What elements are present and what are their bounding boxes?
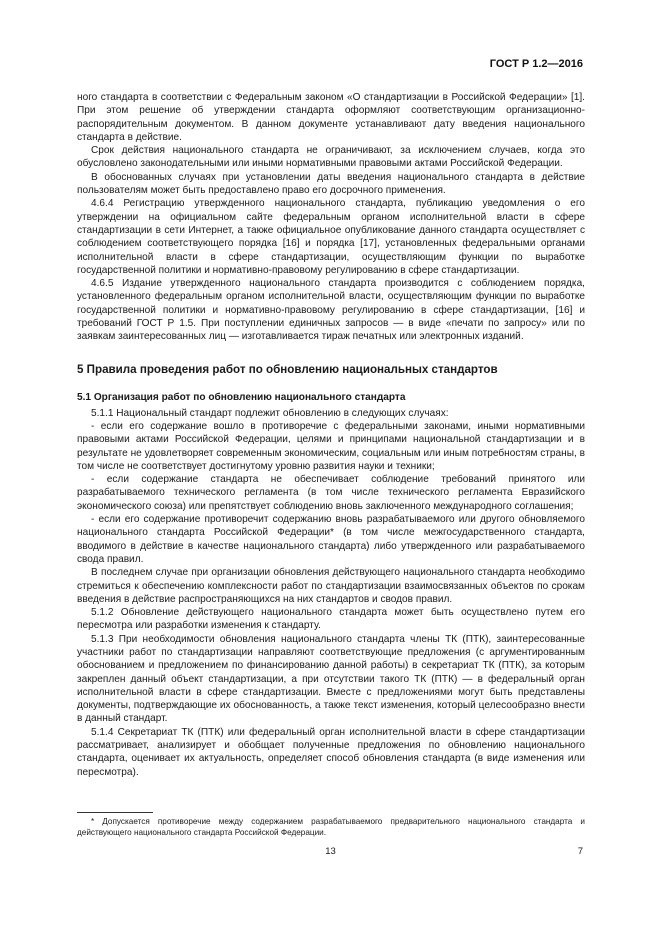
paragraph: В последнем случае при организации обновления действующего национального стандарта необходимо стремиться к обеспечению комплексности работ по стандартизации взаимосвязанных объектов по срокам введения в действие распространяющихся на них стандартов и сводов правил.: [77, 567, 585, 605]
paragraph: В обоснованных случаях при установлении даты введения национального стандарта в действие пользователям может быть предоставлено право его досрочного применения.: [77, 171, 585, 197]
paragraph: 4.6.5 Издание утвержденного национального стандарта производится с соблюдением порядка, установленного федеральным органом исполнительной власти, осуществляющим функции по выработке государственной политики и нормативно-правовому регулированию в сфере стандартизации, [16] и требований ГОСТ Р 1.5. При поступлении единичных запросов — в виде «печати по запросу» или по заявкам заинтересованных лиц — изготавливается тираж печатных или электронных изданий.: [77, 278, 585, 343]
list-item: - если содержание стандарта не обеспечивает соблюдение требований принятого или разрабатываемого технического регламента (в том числе технического регламента Евразийского экономического союза) или препятствует соблюдению вновь заключенного международного соглашения;: [77, 474, 585, 512]
document-code-header: ГОСТ Р 1.2—2016: [489, 58, 583, 70]
footnote: * Допускается противоречие между содержанием разрабатываемого предварительного национального стандарта и действующего национального стандарта Российской Федерации.: [77, 817, 585, 837]
list-item: - если его содержание противоречит содержанию вновь разрабатываемого или другого обновляемого национального стандарта Российской Федерации* (в том числе межгосударственного стандарта, вводимого в действие в качестве национального стандарта) либо утвержденного или разрабатываемого свода правил.: [77, 514, 585, 565]
paragraph: 4.6.4 Регистрацию утвержденного национального стандарта, публикацию уведомления о его утверждении на официальном сайте федеральным органом исполнительной власти в сфере стандартизации в сети Интернет, а также официальное опубликование данного стандарта осуществляет с соблюдением соответствующего порядка [16] и порядка [17], установленных федеральными органами исполнительной власти в сфере стандартизации, осуществляющим функции по выработке государственной политики и нормативно-правовому регулированию в сфере стандартизации.: [77, 198, 585, 276]
paragraph: 5.1.1 Национальный стандарт подлежит обновлению в следующих случаях:: [91, 407, 449, 419]
paragraph: 5.1.3 При необходимости обновления национального стандарта члены ТК (ПТК), заинтересованные участники работ по стандартизации направляют соответствующие предложения (с аргументированным обоснованием и предложением по финансированию данной работы) в секретариат ТК (ПТК), за которым закреплен данный объект стандартизации, а при отсутствии такого ТК (ПТК) — в федеральный орган исполнительной власти в сфере стандартизации. Вместе с предложениями могут быть представлены документы, подтверждающие их обоснованность, а также текст изменения, который целесообразно внести в данный стандарт.: [77, 633, 585, 725]
section-heading: 5 Правила проведения работ по обновлению национальных стандартов: [77, 362, 498, 376]
subsection-heading: 5.1 Организация работ по обновлению национального стандарта: [77, 391, 406, 403]
page-number-right: 7: [577, 846, 583, 857]
list-item: - если его содержание вошло в противоречие с федеральными законами, иными нормативными правовыми актами Российской Федерации, целями и принципами национальной стандартизации и в результате не удовлетворяет современным экономическим, социальным или иным потребностям страны, в том числе не соответствует достигнутому уровню развития науки и техники;: [77, 420, 585, 472]
paragraph: 5.1.2 Обновление действующего национального стандарта может быть осуществлено путем его пересмотра или разработки изменения к стандарту.: [77, 607, 585, 632]
paragraph: ного стандарта в соответствии с Федеральным законом «О стандартизации в Российской Федерации» [1]. При этом решение об утверждении стандарта оформляют соответствующим организационно-распорядительным документом. В данном документе устанавливают дату введения национального стандарта в действие.: [77, 92, 585, 143]
page-number-center: 13: [325, 846, 336, 857]
document-body: [77, 91, 585, 779]
paragraph: 5.1.4 Секретариат ТК (ПТК) или федеральный орган исполнительной власти в сфере стандартизации рассматривает, анализирует и обобщает полученные предложения по обновлению национального стандарта, оценивает их актуальность, определяет способ обновления стандарта (в виде изменения или пересмотра).: [77, 726, 585, 778]
footnote-separator: [77, 812, 153, 813]
paragraph: Срок действия национального стандарта не ограничивают, за исключением случаев, когда это обусловлено законодательными или иными нормативными правовыми актами Российской Федерации.: [77, 145, 585, 170]
